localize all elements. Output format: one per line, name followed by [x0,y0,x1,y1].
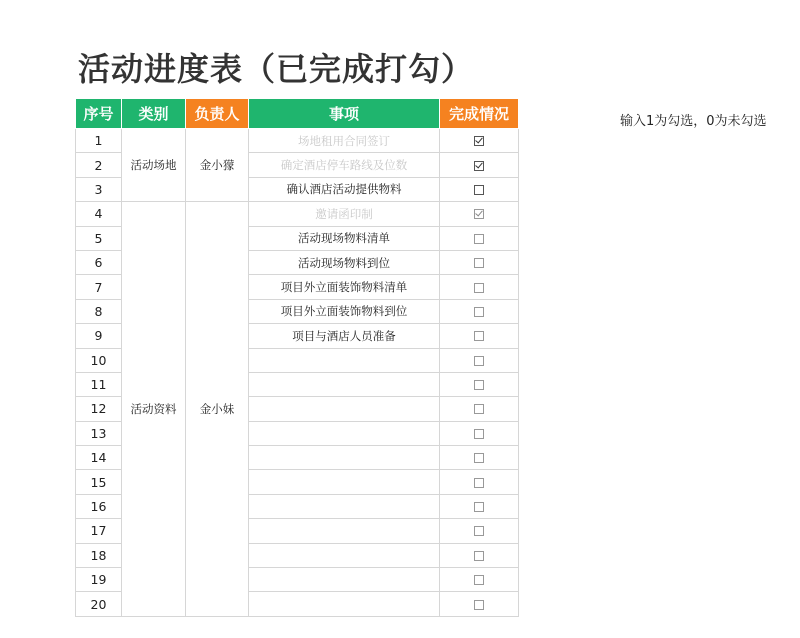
unchecked-box-icon[interactable] [474,526,484,536]
row-item[interactable] [249,568,440,592]
row-status [440,226,519,250]
row-item[interactable] [249,397,440,421]
row-item[interactable]: 项目外立面装饰物料清单 [249,275,440,299]
row-status [440,494,519,518]
checked-box-icon[interactable] [474,209,484,219]
row-item[interactable] [249,494,440,518]
row-seq: 5 [76,226,122,250]
header-seq: 序号 [76,99,122,129]
unchecked-box-icon[interactable] [474,258,484,268]
table-row [76,202,519,226]
row-seq: 4 [76,202,122,226]
row-seq: 2 [76,153,122,177]
row-seq: 8 [76,299,122,323]
unchecked-box-icon[interactable] [474,331,484,341]
checked-box-icon[interactable] [474,136,484,146]
header-owner: 负责人 [186,99,249,129]
unchecked-box-icon[interactable] [474,307,484,317]
row-status [440,348,519,372]
row-item[interactable] [249,543,440,567]
table-header-row [76,99,519,129]
row-item[interactable]: 确认酒店活动提供物料 [249,177,440,201]
row-category: 活动资料 [122,202,186,617]
unchecked-box-icon[interactable] [474,600,484,610]
row-category: 活动场地 [122,129,186,202]
row-item[interactable] [249,470,440,494]
row-seq: 9 [76,324,122,348]
row-item[interactable]: 活动现场物料清单 [249,226,440,250]
unchecked-box-icon[interactable] [474,453,484,463]
row-status [440,129,519,153]
row-item[interactable]: 确定酒店停车路线及位数 [249,153,440,177]
row-item[interactable]: 项目与酒店人员准备 [249,324,440,348]
unchecked-box-icon[interactable] [474,283,484,293]
row-seq: 12 [76,397,122,421]
row-status [440,543,519,567]
row-seq: 17 [76,519,122,543]
input-hint: 输入1为勾选，0为未勾选 [620,114,767,129]
unchecked-box-icon[interactable] [474,380,484,390]
unchecked-box-icon[interactable] [474,404,484,414]
row-status [440,153,519,177]
row-item[interactable] [249,446,440,470]
row-seq: 11 [76,372,122,396]
row-item[interactable] [249,372,440,396]
row-status [440,421,519,445]
row-seq: 16 [76,494,122,518]
row-status [440,324,519,348]
row-status [440,446,519,470]
row-seq: 10 [76,348,122,372]
row-item[interactable]: 场地租用合同签订 [249,129,440,153]
table-body [76,129,519,617]
row-seq: 6 [76,250,122,274]
row-owner: 金小獴 [186,129,249,202]
row-seq: 20 [76,592,122,616]
unchecked-box-icon[interactable] [474,356,484,366]
checked-box-icon[interactable] [474,161,484,171]
row-status [440,372,519,396]
unchecked-box-icon[interactable] [474,502,484,512]
unchecked-box-icon[interactable] [474,575,484,585]
row-status [440,568,519,592]
row-seq: 15 [76,470,122,494]
row-item[interactable] [249,421,440,445]
header-status: 完成情况 [440,99,519,129]
page-title: 活动进度表（已完成打勾） [78,50,475,88]
header-category: 类别 [122,99,186,129]
row-status [440,592,519,616]
unchecked-box-icon[interactable] [474,478,484,488]
unchecked-box-icon[interactable] [474,551,484,561]
row-seq: 1 [76,129,122,153]
row-seq: 7 [76,275,122,299]
header-item: 事项 [249,99,440,129]
row-status [440,470,519,494]
row-status [440,275,519,299]
row-status [440,397,519,421]
row-item[interactable] [249,592,440,616]
table-row [76,129,519,153]
row-status [440,299,519,323]
row-item[interactable]: 邀请函印制 [249,202,440,226]
row-item[interactable]: 活动现场物料到位 [249,250,440,274]
row-item[interactable] [249,348,440,372]
row-seq: 3 [76,177,122,201]
row-status [440,177,519,201]
row-status [440,202,519,226]
unchecked-box-icon[interactable] [474,185,484,195]
progress-table [75,98,519,617]
row-item[interactable] [249,519,440,543]
row-seq: 14 [76,446,122,470]
row-status [440,519,519,543]
row-owner: 金小妹 [186,202,249,617]
row-status [440,250,519,274]
row-seq: 13 [76,421,122,445]
row-item[interactable]: 项目外立面装饰物料到位 [249,299,440,323]
row-seq: 19 [76,568,122,592]
unchecked-box-icon[interactable] [474,234,484,244]
unchecked-box-icon[interactable] [474,429,484,439]
row-seq: 18 [76,543,122,567]
